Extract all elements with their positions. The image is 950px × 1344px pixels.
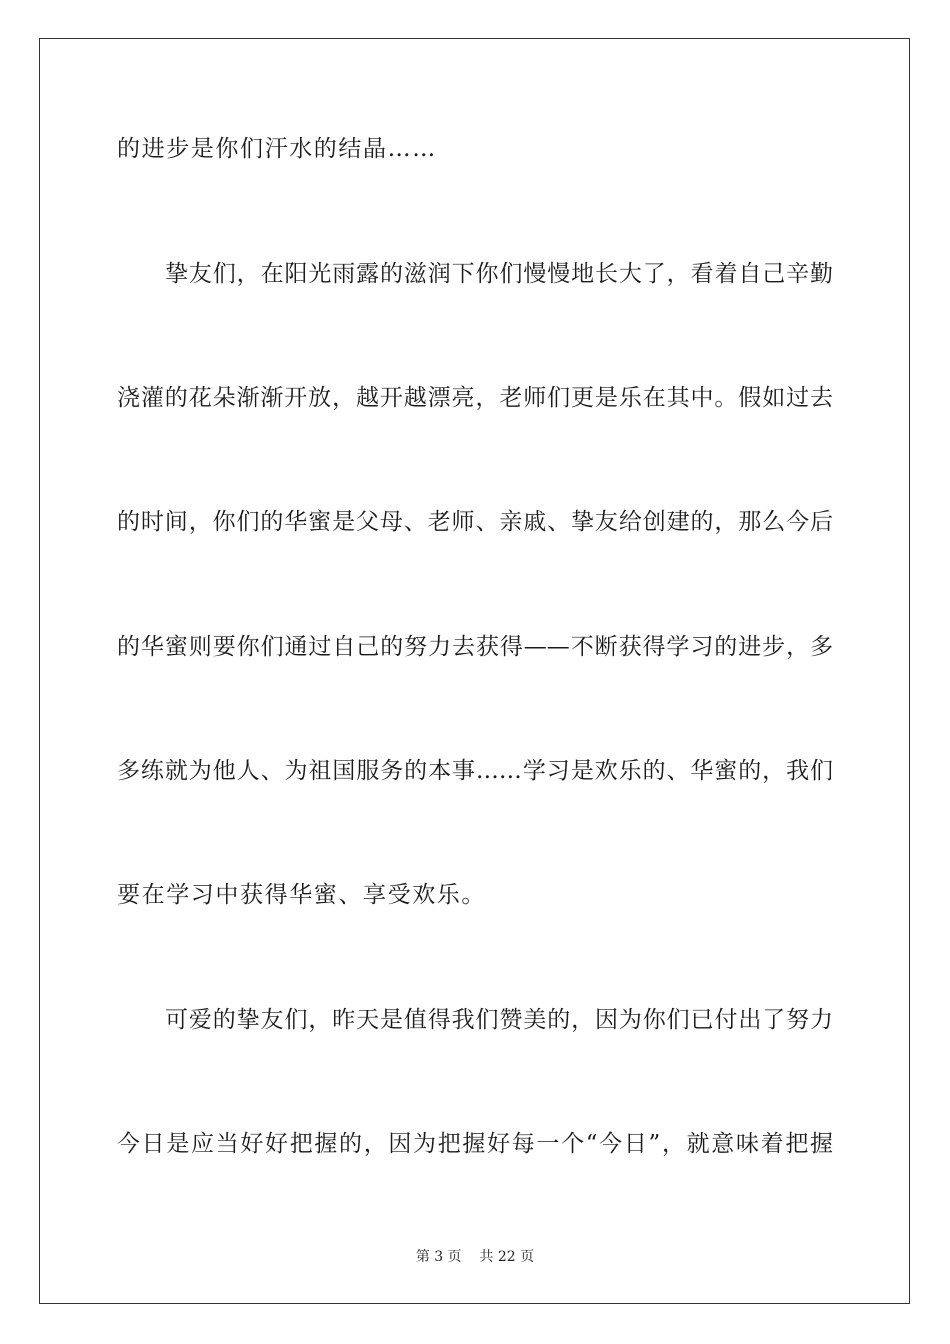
text-line-7: 要在学习中获得华蜜、享受欢乐。 <box>117 882 486 908</box>
text-line-9: 今日是应当好好把握的，因为把握好每一个“今日”，就意味着把握 <box>117 1131 833 1157</box>
page-number-footer: 第 3 页 共 22 页 <box>415 1249 535 1265</box>
text-line-4: 的时间，你们的华蜜是父母、老师、亲戚、挚友给创建的，那么今后 <box>117 509 833 535</box>
text-line-5: 的华蜜则要你们通过自己的努力去获得——不断获得学习的进步，多 <box>117 634 833 660</box>
text-line-6: 多练就为他人、为祖国服务的本事……学习是欢乐的、华蜜的，我们 <box>117 758 833 784</box>
paragraph-start-line: 可爱的挚友们，昨天是值得我们赞美的，因为你们已付出了努力 <box>165 1007 833 1033</box>
text-line-1: 的进步是你们汗水的结晶…… <box>117 136 437 162</box>
page-border <box>39 38 910 1304</box>
paragraph-start-line: 挚友们，在阳光雨露的滋润下你们慢慢地长大了，看着自己辛勤 <box>165 261 833 287</box>
text-line-3: 浇灌的花朵渐渐开放，越开越漂亮，老师们更是乐在其中。假如过去 <box>117 385 833 411</box>
